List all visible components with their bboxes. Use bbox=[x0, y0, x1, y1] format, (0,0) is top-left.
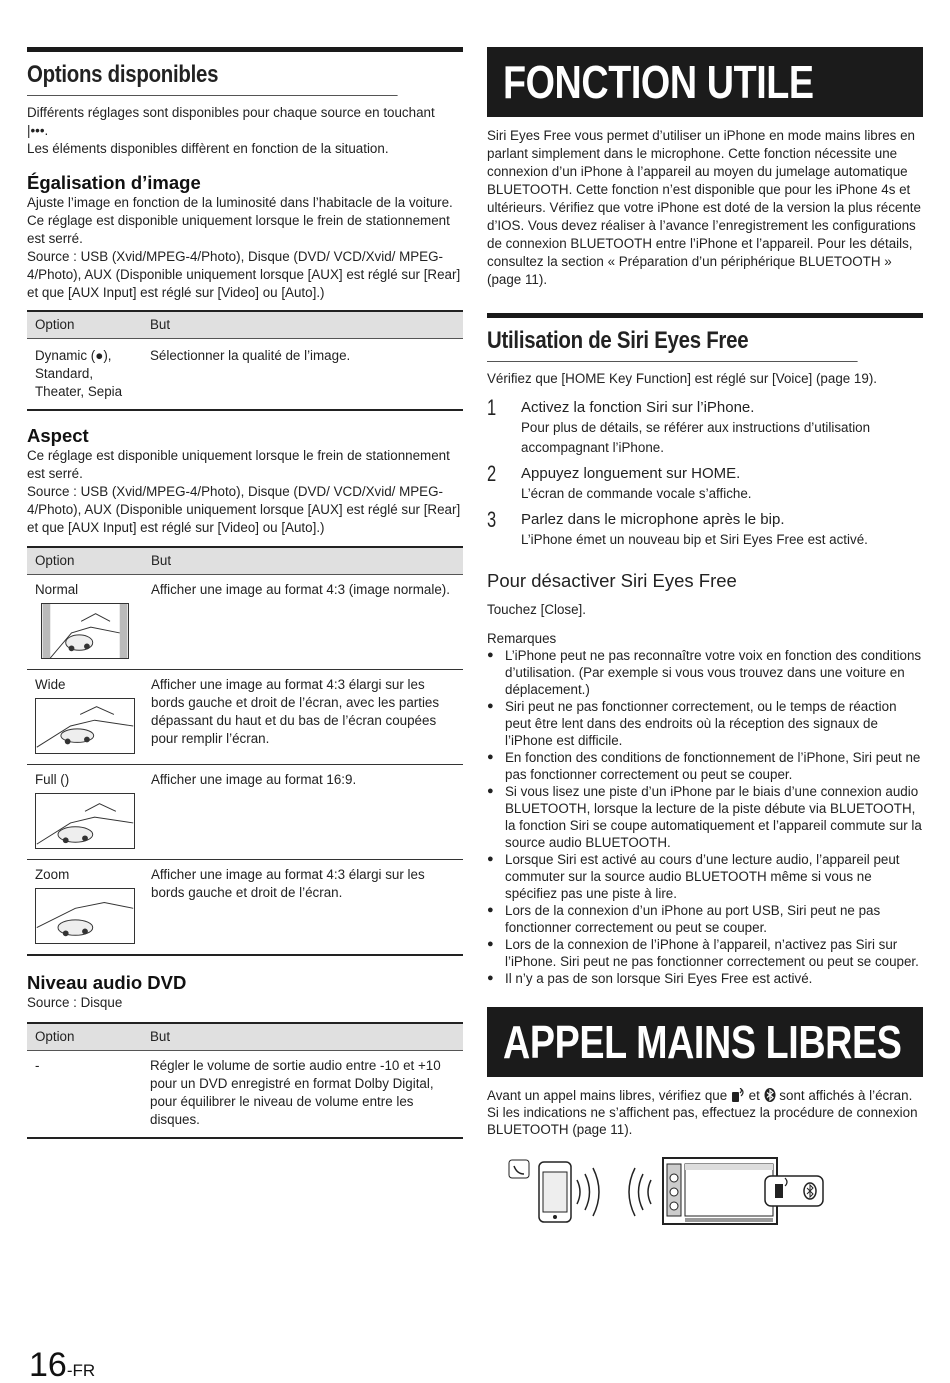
egalisation-source: Source : USB (Xvid/MPEG-4/Photo), Disque (DVD/ VCD/Xvid/ MPEG-4/Photo), AUX (Disponible uniquement lorsque [AUX] est réglé sur [Rear] et que [AUX Input] est réglé sur [Video] ou [Auto].) bbox=[27, 249, 461, 300]
table-header-but: But bbox=[142, 1023, 463, 1051]
table-row-full bbox=[27, 765, 463, 860]
step-2 bbox=[487, 461, 923, 504]
handsfree-connection-illustration bbox=[507, 1156, 837, 1236]
deactivate-title: Pour désactiver Siri Eyes Free bbox=[487, 570, 737, 591]
table-cell-option bbox=[27, 670, 143, 765]
table-row-normal bbox=[27, 575, 463, 670]
remarks-list bbox=[487, 647, 923, 987]
aspect-source: Source : USB (Xvid/MPEG-4/Photo), Disque (DVD/ VCD/Xvid/ MPEG-4/Photo), AUX (Disponible uniquement lorsque [AUX] est réglé sur [Rear] et que [AUX Input] est réglé sur [Video] ou [Auto].) bbox=[27, 484, 461, 535]
list-item: ● Lors de la connexion d’un iPhone au port USB, Siri peut ne pas fonctionner correctement ou peut se couper. bbox=[487, 902, 923, 936]
banner-fonction-utile bbox=[487, 47, 923, 117]
table-header-option: Option bbox=[27, 547, 143, 575]
list-item: ● Si vous lisez une piste d’un iPhone par le biais d’une connexion audio BLUETOOTH, lorsque la lecture de la piste débute via BLUETOOTH, la fonction Siri se coupe automatiquement et l’appareil commute sur la source audio BLUETOOTH. bbox=[487, 783, 923, 851]
banner-title: APPEL MAINS LIBRES bbox=[503, 1016, 902, 1068]
phone-signal-icon bbox=[731, 1088, 745, 1102]
step-sub: L’iPhone émet un nouveau bip et Siri Eyes Free est activé. bbox=[521, 532, 868, 547]
list-item: ● Lors de la connexion de l’iPhone à l’appareil, n’activez pas Siri sur l’iPhone. Siri peut ne pas fonctionner correctement ou peut se couper. bbox=[487, 936, 923, 970]
subheading-dvd: Niveau audio DVD bbox=[27, 971, 187, 993]
appel-text-c: sont affichés à l’écran. Si les indications ne s’affichent pas, effectuez la procédure de connexion BLUETOOTH (page 11). bbox=[487, 1088, 918, 1137]
table-row bbox=[27, 1050, 463, 1138]
subheading-aspect: Aspect bbox=[27, 425, 89, 446]
aspect-text: Ce réglage est disponible uniquement lorsque le frein de stationnement est serré. bbox=[27, 448, 450, 481]
option-label: Normal bbox=[35, 582, 79, 597]
table-cell-but: Afficher une image au format 4:3 élargi sur les bords gauche et droit de l’écran. bbox=[143, 860, 463, 955]
subheading-egalisation: Égalisation d’image bbox=[27, 172, 201, 193]
dvd-source: Source : Disque bbox=[27, 994, 123, 1010]
table-row bbox=[27, 339, 463, 411]
table-cell-but: Afficher une image au format 4:3 (image normale). bbox=[143, 575, 463, 670]
table-cell-option bbox=[27, 339, 142, 411]
table-cell-option bbox=[27, 575, 143, 670]
table-cell-option bbox=[27, 765, 143, 860]
option-dynamic-text: Dynamic (●), Standard, Theater, Sepia bbox=[35, 348, 123, 399]
step-number: 2 bbox=[487, 461, 497, 486]
appel-text-b: et bbox=[748, 1088, 760, 1103]
list-item: ● Lorsque Siri est activé au cours d’une lecture audio, l’appareil peut commuter sur la source audio BLUETOOTH même si vous ne spécifiez pas une piste à lire. bbox=[487, 851, 923, 902]
step-1 bbox=[487, 395, 923, 458]
step-main: Appuyez longuement sur HOME. bbox=[521, 465, 741, 482]
table-header-row bbox=[27, 311, 463, 339]
table-header-but: But bbox=[142, 311, 463, 339]
section-title-options: Options disponibles bbox=[27, 52, 398, 96]
appel-text-a: Avant un appel mains libres, vérifiez que bbox=[487, 1088, 728, 1103]
table-row-wide bbox=[27, 670, 463, 765]
wide-format-illustration bbox=[35, 698, 135, 754]
egalisation-table bbox=[27, 310, 463, 411]
options-intro-2: Les éléments disponibles diffèrent en fonction de la situation. bbox=[27, 141, 389, 156]
table-header-but: But bbox=[143, 547, 463, 575]
bluetooth-icon bbox=[764, 1088, 776, 1102]
dvd-table bbox=[27, 1022, 463, 1139]
page-number bbox=[29, 1347, 95, 1383]
full-format-illustration bbox=[35, 793, 135, 849]
options-intro-1b: |•••. bbox=[27, 123, 49, 138]
step-number: 1 bbox=[487, 395, 497, 420]
table-header-option: Option bbox=[27, 1023, 142, 1051]
siri-check: Vérifiez que [HOME Key Function] est réglé sur [Voice] (page 19). bbox=[487, 371, 878, 386]
remarks-title: Remarques bbox=[487, 631, 557, 646]
table-cell-option: - bbox=[27, 1050, 142, 1138]
list-item: ● En fonction des conditions de fonctionnement de l’iPhone, Siri peut ne pas fonctionner correctement ou peut se couper. bbox=[487, 749, 923, 783]
normal-format-illustration bbox=[41, 603, 129, 659]
option-label: Wide bbox=[35, 677, 66, 692]
head-unit-illustration bbox=[663, 1158, 777, 1224]
options-intro-1: Différents réglages sont disponibles pour chaque source en touchant bbox=[27, 105, 435, 120]
table-header-row bbox=[27, 547, 463, 575]
list-item: ● L’iPhone peut ne pas reconnaître votre voix en fonction des conditions d’utilisation. (Par exemple si vous vous trouvez dans une voiture en déplacement.) bbox=[487, 647, 923, 698]
table-cell-option bbox=[27, 860, 143, 955]
page-number-suffix: -FR bbox=[66, 1361, 96, 1380]
right-column bbox=[487, 47, 923, 1241]
zoom-format-illustration bbox=[35, 888, 135, 944]
phone-device-illustration bbox=[539, 1162, 571, 1222]
egalisation-text: Ajuste l’image en fonction de la luminosité dans l’habitacle de la voiture. Ce réglage est disponible uniquement lorsque le frein de stationnement est serré. bbox=[27, 195, 453, 246]
table-cell-but: Afficher une image au format 4:3 élargi sur les bords gauche et droit de l’écran, avec les parties dépassant du haut et du bas de l’écran coupées pour remplir l’écran. bbox=[143, 670, 463, 765]
page-number-value: 16 bbox=[29, 1346, 67, 1383]
left-column bbox=[27, 47, 463, 1139]
step-main: Parlez dans le microphone après le bip. bbox=[521, 511, 785, 528]
deactivate-text: Touchez [Close]. bbox=[487, 602, 586, 617]
table-cell-but: Régler le volume de sortie audio entre -10 et +10 pour un DVD enregistré en format Dolby Digital, pour équilibrer le niveau de volume entre les disques. bbox=[142, 1050, 463, 1138]
step-3 bbox=[487, 507, 923, 550]
step-main: Activez la fonction Siri sur l’iPhone. bbox=[521, 399, 755, 416]
option-label: Zoom bbox=[35, 867, 70, 882]
aspect-table bbox=[27, 546, 463, 956]
table-row-zoom bbox=[27, 860, 463, 955]
list-item: ● Siri peut ne pas fonctionner correctement, ou le temps de réaction peut être lent dans des endroits où la réception des signaux de l’iPhone est difficile. bbox=[487, 698, 923, 749]
step-number: 3 bbox=[487, 507, 497, 532]
banner-title: FONCTION UTILE bbox=[503, 56, 814, 108]
options-intro bbox=[27, 104, 463, 158]
list-item: ● Il n’y a pas de son lorsque Siri Eyes Free est activé. bbox=[487, 970, 923, 987]
table-cell-but: Afficher une image au format 16:9. bbox=[143, 765, 463, 860]
banner-appel-mains-libres bbox=[487, 1007, 923, 1077]
table-cell-but: Sélectionner la qualité de l’image. bbox=[142, 339, 463, 411]
step-sub: Pour plus de détails, se référer aux instructions d’utilisation accompagnant l’iPhone. bbox=[521, 420, 871, 455]
step-sub: L’écran de commande vocale s’affiche. bbox=[521, 486, 752, 501]
section-title-siri: Utilisation de Siri Eyes Free bbox=[487, 318, 858, 362]
table-header-option: Option bbox=[27, 311, 142, 339]
table-header-row bbox=[27, 1023, 463, 1051]
option-label: Full () bbox=[35, 772, 70, 787]
siri-intro: Siri Eyes Free vous permet d’utiliser un iPhone en mode mains libres en parlant simplement dans le microphone. Cette fonction nécessite une connexion d’un iPhone à l’appareil au moyen du jumelage automatique BLUETOOTH. Cette fonction n’est disponible que pour les iPhone 4s et ultérieurs. Vérifiez que votre iPhone est doté de la version la plus récente d’IOS. Vous devez réaliser à l’avance l’enregistrement les configurations de connexion BLUETOOTH entre l’iPhone et l’appareil. Pour les détails, consultez la section « Préparation d’un périphérique BLUETOOTH » (page 11). bbox=[487, 128, 921, 287]
appel-text bbox=[487, 1087, 923, 1138]
